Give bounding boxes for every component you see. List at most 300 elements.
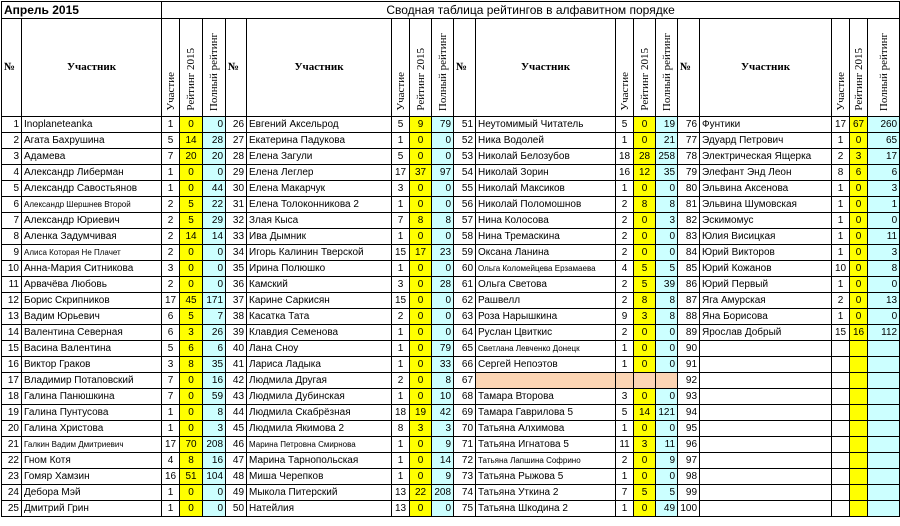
rating-2015: 0 [410,341,432,357]
participations-count: 3 [392,277,410,293]
participations-count: 1 [162,485,180,501]
table-row [2,469,900,485]
participant-number: 73 [454,469,476,485]
participant-name: Алиса Которая Не Плачет [22,245,162,261]
participant-name: Неутомимый Читатель [476,117,616,133]
full-rating: 20 [203,149,226,165]
participations-count: 1 [392,133,410,149]
participant-name: Галина Панюшкина [22,389,162,405]
full-rating: 5 [656,485,678,501]
participations-count: 1 [392,261,410,277]
participant-name: Руслан Цвиткис [476,325,616,341]
rating-2015 [850,437,868,453]
participations-count: 5 [616,117,634,133]
rating-2015: 0 [634,133,656,149]
rating-2015: 6 [180,341,203,357]
participations-count: 18 [392,405,410,421]
rating-2015: 0 [850,181,868,197]
participant-number: 36 [226,277,247,293]
rating-2015: 5 [180,213,203,229]
rating-2015: 0 [850,133,868,149]
rating-2015: 0 [850,213,868,229]
col-header-full-rating [203,19,226,117]
col-header-participations-text: Участие [834,72,847,111]
full-rating: 9 [656,453,678,469]
table-row [2,133,900,149]
full-rating [868,421,900,437]
rating-2015: 0 [180,421,203,437]
participant-number: 49 [226,485,247,501]
participant-number: 24 [2,485,22,501]
participant-name: Эльвина Шумовская [700,197,832,213]
participations-count: 1 [162,421,180,437]
rating-2015: 5 [634,485,656,501]
participant-number: 96 [678,437,700,453]
col-header-full-rating-text: Полный рейтинг [436,32,449,111]
participant-number: 2 [2,133,22,149]
participant-number: 39 [226,325,247,341]
participant-name: Васина Валентина [22,341,162,357]
col-header-rating-2015 [410,19,432,117]
participant-name [700,389,832,405]
participant-number: 60 [454,261,476,277]
participant-number: 8 [2,229,22,245]
participations-count: 1 [616,357,634,373]
participant-number: 43 [226,389,247,405]
rating-2015 [850,357,868,373]
participations-count [832,453,850,469]
participant-name: Яна Борисова [700,309,832,325]
participations-count: 2 [616,213,634,229]
participant-name: Роза Нарышкина [476,309,616,325]
rating-2015: 0 [850,229,868,245]
participant-number: 86 [678,277,700,293]
rating-2015: 8 [410,213,432,229]
participant-number: 23 [2,469,22,485]
rating-2015: 0 [410,501,432,517]
participations-count: 2 [162,277,180,293]
participations-count: 2 [616,197,634,213]
rating-2015: 6 [850,165,868,181]
full-rating: 0 [203,485,226,501]
participant-number: 63 [454,309,476,325]
participant-number: 52 [454,133,476,149]
participant-number: 79 [678,165,700,181]
col-header-rating-2015-text: Рейтинг 2015 [638,48,651,111]
rating-2015: 70 [180,437,203,453]
participant-number: 22 [2,453,22,469]
participant-name: Юлия Висицкая [700,229,832,245]
rating-2015: 0 [850,277,868,293]
participant-number: 13 [2,309,22,325]
participations-count: 15 [392,245,410,261]
participant-name: Александр Либерман [22,165,162,181]
full-rating: 8 [868,261,900,277]
participant-number: 7 [2,213,22,229]
table-row [2,341,900,357]
participant-name [700,341,832,357]
table-row [2,437,900,453]
table-row [2,357,900,373]
table-row [2,405,900,421]
full-rating: 9 [432,469,454,485]
participant-name: Эльвина Аксенова [700,181,832,197]
full-rating: 3 [868,181,900,197]
participant-name: Людмила Скабрёзная [247,405,392,421]
full-rating: 171 [203,293,226,309]
participant-name: Яга Амурская [700,293,832,309]
participations-count: 2 [162,245,180,261]
table-row [2,277,900,293]
participations-count: 1 [832,309,850,325]
full-rating: 29 [203,213,226,229]
rating-2015: 0 [634,421,656,437]
table-row [2,245,900,261]
participant-name: Николай Зорин [476,165,616,181]
participations-count: 5 [392,117,410,133]
participant-name: Мыкола Питерский [247,485,392,501]
full-rating [868,501,900,517]
participations-count: 2 [162,213,180,229]
rating-2015: 0 [850,293,868,309]
participant-number: 75 [454,501,476,517]
col-header-full-rating [868,19,900,117]
rating-2015: 0 [410,181,432,197]
participant-number: 30 [226,181,247,197]
rating-2015: 0 [180,261,203,277]
participant-name: Нина Колосова [476,213,616,229]
full-rating: 65 [868,133,900,149]
participant-number: 40 [226,341,247,357]
participant-name: Гомяр Хамзин [22,469,162,485]
rating-2015: 51 [180,469,203,485]
full-rating [868,437,900,453]
rating-2015: 0 [634,501,656,517]
participations-count: 1 [616,469,634,485]
participations-count: 1 [162,501,180,517]
participant-number: 16 [2,357,22,373]
participations-count: 1 [392,341,410,357]
participant-number: 26 [226,117,247,133]
participant-number: 27 [226,133,247,149]
participations-count: 2 [616,293,634,309]
participant-number: 20 [2,421,22,437]
participant-name: Татьяна Игнатова 5 [476,437,616,453]
rating-2015 [850,373,868,389]
rating-2015: 0 [410,469,432,485]
participations-count: 3 [162,261,180,277]
full-rating: 0 [432,261,454,277]
participant-name: Эдуард Петрович [700,133,832,149]
participant-name: Елена Макарчук [247,181,392,197]
participant-name: Людмила Якимова 2 [247,421,392,437]
participant-name: Миша Черепков [247,469,392,485]
participant-number: 6 [2,197,22,213]
full-rating: 0 [432,293,454,309]
participations-count: 2 [832,293,850,309]
full-rating: 0 [868,309,900,325]
participations-count [832,357,850,373]
participations-count [832,437,850,453]
participations-count: 3 [392,181,410,197]
participations-count: 5 [392,149,410,165]
rating-2015: 0 [634,181,656,197]
rating-2015: 3 [634,309,656,325]
participations-count: 1 [392,229,410,245]
participant-name: Александр Юриевич [22,213,162,229]
full-rating: 0 [432,309,454,325]
participant-name: Николай Максиков [476,181,616,197]
participant-number: 47 [226,453,247,469]
col-header-full-rating [432,19,454,117]
participant-name: Ива Дымник [247,229,392,245]
full-rating: 0 [203,165,226,181]
participant-number: 59 [454,245,476,261]
participant-name: Арвачёва Любовь [22,277,162,293]
participant-name: Фунтики [700,117,832,133]
participations-count: 1 [832,245,850,261]
full-rating: 59 [203,389,226,405]
rating-2015: 0 [180,485,203,501]
full-rating [868,373,900,389]
participant-number: 18 [2,389,22,405]
rating-2015: 12 [634,165,656,181]
participant-name [700,357,832,373]
rating-2015: 67 [850,117,868,133]
participant-number: 5 [2,181,22,197]
rating-2015: 3 [410,421,432,437]
full-rating: 0 [868,213,900,229]
participant-name: Виктор Граков [22,357,162,373]
rating-2015: 3 [634,437,656,453]
full-rating [868,357,900,373]
participations-count: 1 [392,197,410,213]
participant-number: 50 [226,501,247,517]
participant-number: 67 [454,373,476,389]
participant-name: Борис Скрипников [22,293,162,309]
participant-name [700,405,832,421]
participations-count: 15 [832,325,850,341]
full-rating: 33 [432,357,454,373]
col-header-full-rating-text: Полный рейтинг [877,32,890,111]
participant-number: 32 [226,213,247,229]
rating-2015: 0 [410,261,432,277]
full-rating: 14 [203,229,226,245]
full-rating: 8 [432,373,454,389]
col-header-number: № [678,19,700,117]
rating-2015: 0 [180,373,203,389]
rating-2015: 8 [634,197,656,213]
participant-name: Екатерина Падукова [247,133,392,149]
participant-name: Рашвелл [476,293,616,309]
participant-name: Inoplaneteanka [22,117,162,133]
participant-number: 1 [2,117,22,133]
full-rating: 3 [656,213,678,229]
participant-number: 29 [226,165,247,181]
participant-name: Татьяна Алхимова [476,421,616,437]
participations-count [832,341,850,357]
participant-name: Дебора Мэй [22,485,162,501]
rating-2015: 0 [410,437,432,453]
full-rating: 208 [203,437,226,453]
participations-count: 2 [162,229,180,245]
rating-2015: 8 [634,293,656,309]
participant-name: Игорь Калинин Тверской [247,245,392,261]
participations-count: 6 [162,325,180,341]
col-header-rating-2015-text: Рейтинг 2015 [185,48,198,111]
table-row [2,501,900,517]
col-header-participations [832,19,850,117]
participant-name: Сергей Непоэтов [476,357,616,373]
participations-count: 1 [832,213,850,229]
participant-name: Гном Котя [22,453,162,469]
full-rating: 0 [868,277,900,293]
participant-name [476,373,616,389]
col-header-participations [392,19,410,117]
rating-2015: 0 [410,293,432,309]
participant-name: Татьяна Лапшина Софрино [476,453,616,469]
participant-name [700,437,832,453]
rating-2015: 0 [850,245,868,261]
participant-number: 85 [678,261,700,277]
participant-number: 15 [2,341,22,357]
rating-2015: 0 [410,133,432,149]
participations-count: 7 [392,213,410,229]
rating-2015: 16 [850,325,868,341]
participations-count: 18 [616,149,634,165]
participant-name: Марина Петровна Смирнова [247,437,392,453]
full-rating [868,405,900,421]
participations-count: 10 [832,261,850,277]
full-rating: 104 [203,469,226,485]
participant-name: Аленка Задумчивая [22,229,162,245]
participations-count: 1 [616,181,634,197]
participant-number: 51 [454,117,476,133]
full-rating: 13 [868,293,900,309]
full-rating: 79 [432,117,454,133]
rating-2015: 0 [634,341,656,357]
participant-name: Галина Христова [22,421,162,437]
participant-name: Татьяна Рыжова 5 [476,469,616,485]
rating-2015: 0 [634,469,656,485]
full-rating: 0 [656,325,678,341]
table-row [2,453,900,469]
rating-2015: 0 [850,197,868,213]
participant-number: 83 [678,229,700,245]
participant-number: 98 [678,469,700,485]
participant-name: Ирина Полюшко [247,261,392,277]
full-rating: 0 [432,181,454,197]
participant-number: 17 [2,373,22,389]
col-header-rating-2015 [180,19,203,117]
participations-count: 3 [162,357,180,373]
participations-count: 8 [832,165,850,181]
full-rating: 7 [203,309,226,325]
rating-2015 [850,469,868,485]
participant-name: Людмила Другая [247,373,392,389]
participant-number: 41 [226,357,247,373]
participant-name: Камский [247,277,392,293]
participations-count [616,373,634,389]
participations-count: 5 [162,133,180,149]
participant-name: Лана Сноу [247,341,392,357]
full-rating: 6 [868,165,900,181]
participant-number: 45 [226,421,247,437]
full-rating: 0 [203,261,226,277]
participant-number: 99 [678,485,700,501]
participant-name [700,501,832,517]
participant-name [700,421,832,437]
participant-number: 94 [678,405,700,421]
full-rating: 8 [656,197,678,213]
full-rating: 35 [656,165,678,181]
rating-2015: 20 [180,149,203,165]
full-rating: 3 [203,421,226,437]
participant-number: 9 [2,245,22,261]
participations-count: 17 [392,165,410,181]
col-header-participant: Участник [476,19,616,117]
rating-2015: 0 [410,229,432,245]
participant-name: Ярослав Добрый [700,325,832,341]
table-row [2,389,900,405]
participations-count [832,373,850,389]
participant-number: 78 [678,149,700,165]
full-rating: 258 [656,149,678,165]
participant-name: Карине Саркисян [247,293,392,309]
full-rating: 0 [432,325,454,341]
full-rating: 0 [203,501,226,517]
rating-2015: 8 [180,357,203,373]
full-rating: 17 [868,149,900,165]
rating-2015 [850,405,868,421]
participant-number: 57 [454,213,476,229]
participant-number: 100 [678,501,700,517]
participations-count: 17 [832,117,850,133]
rating-2015: 14 [180,133,203,149]
rating-2015: 0 [180,501,203,517]
full-rating: 3 [432,421,454,437]
participant-number: 25 [2,501,22,517]
participant-number: 72 [454,453,476,469]
col-header-participations-text: Участие [618,72,631,111]
rating-2015: 0 [410,277,432,293]
table-row [2,181,900,197]
rating-2015: 28 [634,149,656,165]
full-rating: 8 [432,213,454,229]
participations-count: 1 [616,341,634,357]
rating-2015: 0 [410,373,432,389]
participant-name: Агата Бахрушина [22,133,162,149]
participations-count: 17 [162,437,180,453]
full-rating: 28 [203,133,226,149]
participant-number: 70 [454,421,476,437]
participations-count: 1 [392,453,410,469]
participant-name: Юрий Первый [700,277,832,293]
full-rating: 260 [868,117,900,133]
full-rating: 121 [656,405,678,421]
col-header-participant: Участник [247,19,392,117]
rating-2015: 5 [180,309,203,325]
participant-name: Татьяна Уткина 2 [476,485,616,501]
participations-count: 7 [616,485,634,501]
participant-name: Эскимомус [700,213,832,229]
col-header-full-rating-text: Полный рейтинг [208,32,221,111]
full-rating: 0 [432,501,454,517]
rating-2015: 8 [180,453,203,469]
participant-number: 35 [226,261,247,277]
participations-count: 5 [616,405,634,421]
participations-count: 2 [162,197,180,213]
